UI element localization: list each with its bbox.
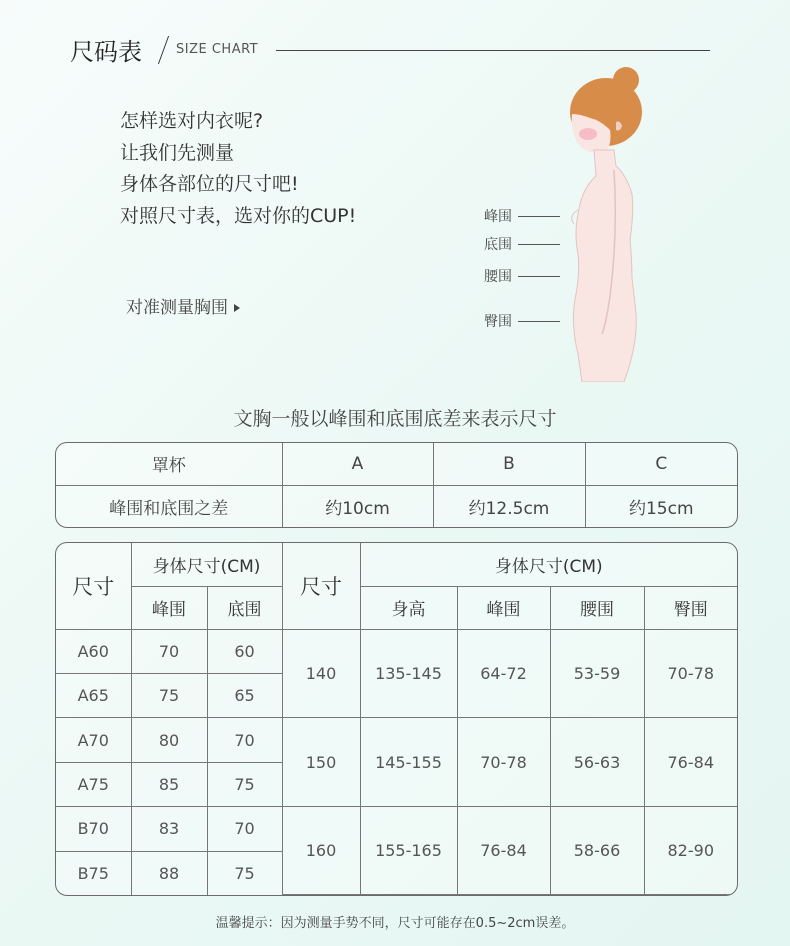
table-header-row (56, 543, 737, 586)
diff-cell: 约10cm (282, 485, 433, 527)
cell-underbust: 65 (207, 673, 282, 717)
cup-cell: C (585, 443, 737, 485)
diff-cell: 约12.5cm (433, 485, 585, 527)
cell-group-size: 140 (282, 629, 360, 718)
table-row (56, 443, 737, 485)
cell-size: A60 (56, 629, 131, 673)
cup-row-header: 罩杯 (56, 443, 282, 485)
bust-header: 峰围 (131, 586, 207, 629)
figure-label-waist: 腰围 (484, 266, 560, 286)
cell-size: A75 (56, 762, 131, 806)
table-header-row (56, 586, 737, 629)
cell-underbust: 70 (207, 807, 282, 851)
cell-hip: 82-90 (644, 807, 737, 895)
intro-line: 身体各部位的尺寸吧! (120, 173, 299, 195)
cell-height: 145-155 (360, 718, 457, 807)
figure-label-underbust: 底围 (484, 234, 560, 254)
body-size-header-2: 身体尺寸(CM) (360, 543, 737, 586)
waist-header: 腰围 (550, 586, 644, 629)
table-row (56, 718, 737, 762)
cup-table (55, 442, 738, 528)
diff-cell: 约15cm (585, 485, 737, 527)
page-title: 尺码表 (70, 38, 142, 66)
cell-underbust: 75 (207, 762, 282, 806)
cell-size: A70 (56, 718, 131, 762)
header (70, 30, 710, 66)
cell-bust: 70 (131, 629, 207, 673)
cell-height: 135-145 (360, 629, 457, 718)
size-table (55, 542, 738, 896)
table-row (56, 807, 737, 851)
page-subtitle-en: SIZE CHART (176, 42, 259, 57)
cell-group-size: 160 (282, 807, 360, 895)
footnote: 温馨提示：因为测量手势不同，尺寸可能存在0.5~2cm误差。 (215, 916, 575, 931)
cell-bust: 83 (131, 807, 207, 851)
measure-bust-link[interactable] (126, 293, 240, 318)
diff-row-header: 峰围和底围之差 (56, 485, 282, 527)
cup-cell: A (282, 443, 433, 485)
cell-size: A65 (56, 673, 131, 717)
cell-bust: 85 (131, 762, 207, 806)
intro-line: 让我们先测量 (120, 141, 235, 164)
figure-label-hip: 臀围 (484, 311, 560, 331)
figure-label-bust: 峰围 (484, 206, 560, 226)
cell-group-bust: 76-84 (457, 807, 550, 895)
title-divider (158, 36, 169, 64)
cell-bust: 80 (131, 718, 207, 762)
cell-bust: 88 (131, 851, 207, 894)
cell-bust: 75 (131, 673, 207, 717)
size-header: 尺寸 (56, 543, 131, 629)
table-row (56, 485, 737, 527)
table-row (56, 629, 737, 673)
cell-size: B70 (56, 807, 131, 851)
cup-cell: B (433, 443, 585, 485)
cell-waist: 58-66 (550, 807, 644, 895)
play-arrow-icon (234, 304, 240, 312)
body-size-header: 身体尺寸(CM) (131, 543, 282, 586)
hip-header: 臀围 (644, 586, 737, 629)
cell-group-bust: 70-78 (457, 718, 550, 807)
cell-group-size: 150 (282, 718, 360, 807)
cell-height: 155-165 (360, 807, 457, 895)
cell-hip: 76-84 (644, 718, 737, 807)
intro-line: 对照尺寸表，选对你的CUP! (120, 204, 357, 227)
underbust-header: 底围 (207, 586, 282, 629)
body-illustration (560, 64, 660, 382)
cell-underbust: 60 (207, 629, 282, 673)
cell-hip: 70-78 (644, 629, 737, 718)
cell-group-bust: 64-72 (457, 629, 550, 718)
section-subtitle: 文胸一般以峰围和底围底差来表示尺寸 (233, 408, 557, 430)
cell-underbust: 70 (207, 718, 282, 762)
title-rule (276, 50, 710, 51)
cell-waist: 53-59 (550, 629, 644, 718)
intro-text (120, 106, 356, 232)
measure-bust-label: 对准测量胸围 (126, 298, 228, 318)
bust-header-2: 峰围 (457, 586, 550, 629)
cell-underbust: 75 (207, 851, 282, 894)
height-header: 身高 (360, 586, 457, 629)
cell-waist: 56-63 (550, 718, 644, 807)
cell-size: B75 (56, 851, 131, 894)
intro-line: 怎样选对内衣呢? (120, 110, 264, 132)
size-header-2: 尺寸 (282, 543, 360, 629)
